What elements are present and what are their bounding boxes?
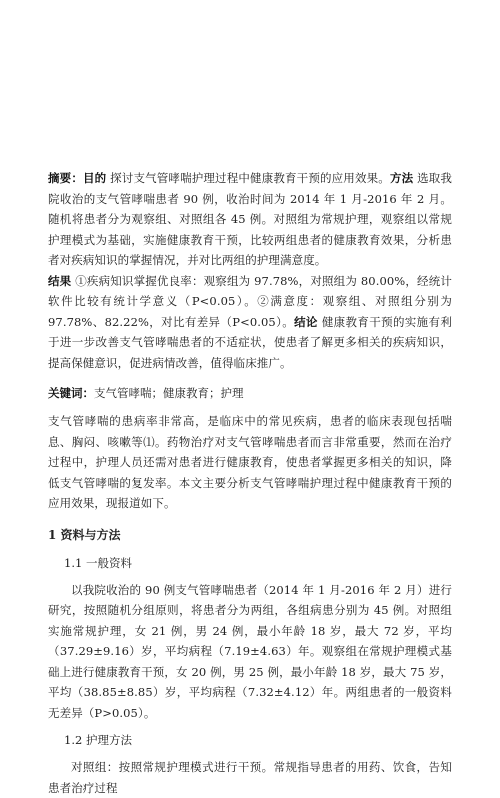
result-label: 结果 [48, 273, 72, 288]
nursing-method-section [48, 757, 452, 798]
nursing-method-paragraph: 对照组：按照常规护理模式进行干预。常规指导患者的用药、饮食，告知患者治疗过程 [48, 760, 452, 795]
conclusion-label: 结论 [294, 314, 318, 329]
abstract-label: 摘要： [48, 171, 83, 185]
abstract-paragraph [48, 168, 452, 271]
keywords-line [48, 383, 452, 403]
method-text: 选取我院收治的支气管哮喘患者 90 例，收治时间为 2014 年 1 月-2016 年 2 月。随机将患者分为观察组、对照组各 45 例。对照组为常规护理，观察组以常规护理模式为基础，实施健康教育干预，比较两组患者的健康教育效果，分析患者对疾病知识的掌握情况，并对比两组的护理满意度。 [48, 171, 453, 267]
purpose-label: 目的 [82, 171, 107, 185]
result-paragraph [48, 271, 452, 374]
keywords-text: 支气管哮喘；健康教育；护理 [94, 386, 244, 400]
abstract-section [48, 168, 452, 373]
result-text: ①疾病知识掌握优良率：观察组为 97.78%，对照组为 80.00%，经统计软件比较有统计学意义（P<0.05）。②满意度：观察组、对照组分别为 97.78%、82.22%，对比有差异（P<0.05）。 [48, 273, 453, 329]
conclusion-text: 健康教育干预的实施有利于进一步改善支气管哮喘患者的不适症状，使患者了解更多相关的疾病知识，提高保健意识，促进病情改善，值得临床推广。 [48, 314, 452, 370]
method-label: 方法 [389, 171, 414, 185]
keywords-label: 关键词： [48, 386, 94, 400]
general-data-section [48, 580, 452, 724]
section-heading: 1 资料与方法 [48, 527, 121, 542]
intro-section [48, 411, 452, 514]
subsection-heading-nursing: 1.2 护理方法 [64, 733, 132, 747]
general-data-paragraph: 以我院收治的 90 例支气管哮喘患者（2014 年 1 月-2016 年 2 月）进行研究，按照随机分组原则，将患者分为两组，各组病患分别为 45 例。对照组实施常规护理，女 21 例，男 24 例，最小年龄 18 岁，最大 72 岁，平均（37.29±9.16）岁，平均病程（7.19±4.63）年。观察组在常规护理模式基础上进行健康教育干预，女 20 例，男 25 例，最小年龄 18 岁，最大 75 岁，平均（38.85±8.85）岁，平均病程（7.32±4.12）年。两组患者的一般资料无差异（P>0.05）。 [48, 582, 452, 720]
subsection-heading-general: 1.1 一般资料 [64, 555, 132, 570]
purpose-text: 探讨支气管哮喘护理过程中健康教育干预的应用效果。 [110, 171, 390, 185]
intro-paragraph: 支气管哮喘的患病率非常高，是临床中的常见疾病，患者的临床表现包括喘息、胸闷、咳嗽等⑴。药物治疗对支气管哮喘患者而言非常重要，然而在治疗过程中，护理人员还需对患者进行健康教育，使患者掌握更多相关的知识，降低支气管哮喘的复发率。本文主要分析支气管哮喘护理过程中健康教育干预的应用效果，现报道如下。 [48, 414, 452, 510]
